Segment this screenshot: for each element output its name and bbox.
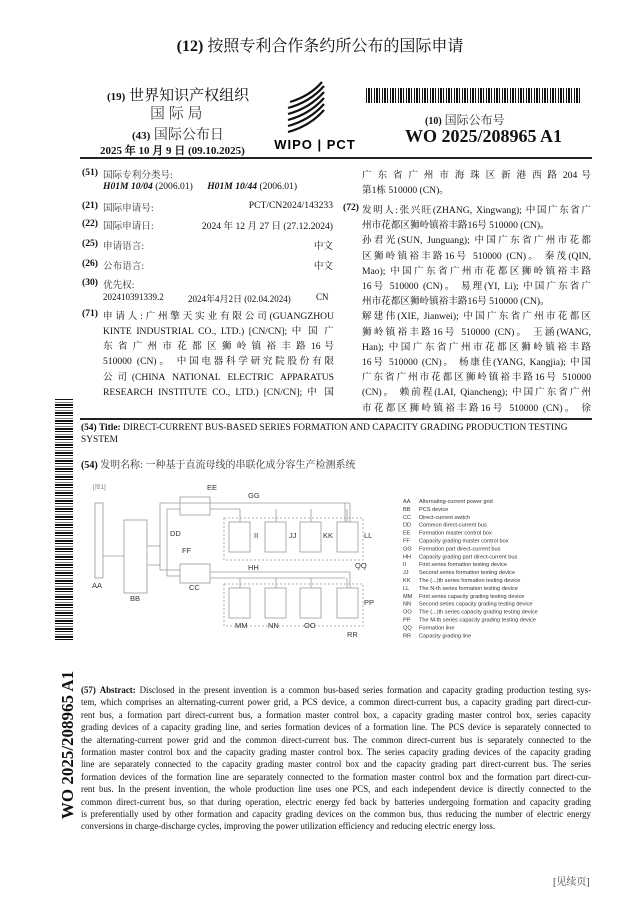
application-number: PCT/CN2024/143233 [248, 200, 333, 211]
abstract-line: tem, which comprises an alternating-current power grid, a PCS device, a common direct-current bus, a capacity grading part direct-cur- [81, 697, 591, 708]
inventor-line: 州市花都区狮岭镇裕丰路16号 510000 (CN)。 [362, 220, 550, 232]
legend-description: First series capacity grading testing device [419, 593, 525, 600]
legend-description: Direct-current switch [419, 514, 470, 521]
applicant-line: KINTE INDUSTRIAL CO., LTD.) [CN/CN]; 中 国 广 [103, 326, 334, 337]
label-pp: PP [364, 598, 375, 607]
label-qq: QQ [355, 561, 367, 570]
grading-line-box [224, 584, 363, 626]
label-ll: LL [364, 531, 373, 540]
publication-number: WO 2025/208965 A1 [405, 126, 563, 146]
ipc-version: (2006.01) [155, 181, 193, 192]
label-kk: KK [323, 531, 334, 540]
inventor-line: 解建伟(XIE, Jianwei); 中国广东省广州市花都区 [362, 311, 591, 323]
inventor-line: 发明人:张兴旺(ZHANG, Xingwang); 中国广东省广 [362, 205, 591, 216]
legend-description: The (...)th series capacity grading testing device [419, 609, 538, 616]
legend-key: OO [403, 609, 412, 616]
applicant-line: 东 省 广 州 市 花 都 区 狮 岭 镇 裕 丰 路 16 号 [103, 341, 334, 352]
legend-key: JJ [403, 570, 409, 577]
label: 国际公布号 [444, 113, 505, 127]
applicant-line: 申请人:广州擎天实业有限公司(GUANGZHOU [103, 311, 334, 322]
priority-label: 优先权: [103, 280, 135, 291]
legend-key: BB [403, 506, 411, 513]
legend-key: II [403, 562, 407, 569]
legend-description: Capacity grading part direct-current bus [419, 554, 518, 561]
applicant-continued-line: 广 东 省 广 州 市 海 珠 区 新 港 西 路 204 号 [362, 170, 591, 181]
code: (54) [81, 460, 98, 471]
legend-key: FF [403, 538, 410, 545]
label-ff: FF [182, 546, 192, 555]
label-hh: HH [248, 563, 259, 572]
label: 国际公布日 [153, 128, 224, 143]
legend-description: Formation master control box [419, 530, 492, 537]
pcs-box [124, 520, 147, 593]
inventor-line: 广东省广州市花都区狮岭镇裕丰路16号 510000 [362, 372, 591, 384]
inventors-code: (72) [343, 202, 359, 213]
priority-date: 2024年4月2日 (02.04.2024) [188, 294, 291, 304]
inventor-line: 区狮岭镇裕丰路16号 510000 (CN)。 秦茂(QIN, [362, 250, 591, 262]
ipc-label: 国际专利分类号: [103, 170, 173, 181]
label: 发明名称: [100, 460, 143, 471]
abstract-line: grading devices of a capacity grading line, and series formation devices of a formation line. The PCS device is separately connected to [81, 722, 591, 733]
abstract-line: rent bus, a formation part direct-current bus, a formation master control box, a capacity grading master control box, series capacity [81, 709, 591, 720]
legend-key: LL [403, 585, 410, 592]
ipc-class: H01M 10/44 [207, 181, 258, 192]
publication-language: 中文 [313, 261, 333, 272]
abstract-line: conversions in charge-discharge cycles, improving the power utilization efficiency and reducing electric energy loss. [81, 821, 496, 832]
figure-caption: [图1] [93, 485, 106, 491]
applicant-line: RESEARCH INSTITUTE CO., LTD.) [CN/CN]; 中 国 [103, 387, 334, 398]
abstract-line [81, 685, 591, 697]
priority-code: (30) [82, 277, 98, 288]
appno-code: (21) [82, 200, 98, 211]
label-bb: BB [130, 594, 141, 603]
pub-lang-label: 公布语言: [103, 261, 145, 272]
label-aa: AA [92, 581, 103, 590]
ipc-class: H01M 10/04 [103, 181, 153, 192]
legend-key: QQ [403, 625, 412, 632]
doc-type-text: 按照专利合作条约所公布的国际申请 [207, 38, 464, 55]
pub-lang-code: (26) [82, 258, 98, 269]
applicant-line: 510000 (CN)。 中国电器科学研究院股份有限 [103, 356, 334, 367]
org-sub: 国 际 局 [150, 106, 203, 122]
legend-key: EE [403, 530, 411, 537]
abstract-line: rent bus. In the present invention, the whole production line uses one PCS, and each independent device is directly connected to the [81, 784, 591, 795]
ac-grid-box [95, 503, 103, 578]
legend-description: Common direct-current bus [419, 522, 487, 529]
legend-key: CC [403, 514, 412, 521]
inventor-line: 16号 510000 (CN)。 易理(YI, Li); 中国广东省广 [362, 281, 591, 292]
code: (43) [132, 130, 151, 142]
legend-description: Capacity grading line [419, 633, 472, 640]
ipc-version: (2006.01) [259, 181, 298, 192]
appno-label: 国际申请号: [103, 203, 154, 214]
label-oo: OO [304, 621, 316, 630]
side-barcode [55, 398, 73, 640]
abstract-line: is preferentially used by other formation and capacity grading devices on the common bus, thus reducing the number of electric energy [81, 809, 591, 819]
legend-description: Formation part direct-current bus [419, 546, 501, 553]
legend-description: The M-th series capacity grading testing device [419, 617, 536, 624]
filing-language: 中文 [313, 241, 333, 252]
title-cn-text: 一种基于直流母线的串联化成分容生产检测系统 [145, 460, 356, 471]
legend-description: Alternating-current power grid [419, 499, 493, 505]
org-name: 世界知识产权组织 [129, 88, 250, 104]
formation-control-box [180, 497, 210, 515]
legend-key: AA [403, 499, 411, 505]
inventor-line: 市花都区狮岭镇裕丰路16号 510000 (CN)。 徐 [362, 402, 591, 414]
application-date: 2024 年 12 月 27 日 (27.12.2024) [201, 221, 333, 232]
legend-key: KK [403, 578, 411, 584]
legend-description: Capacity grading master control box [419, 538, 509, 545]
label-ii: II [254, 531, 259, 540]
legend-key: MM [403, 593, 413, 600]
legend-key: GG [403, 546, 412, 553]
legend-description: First series formation testing device [419, 562, 507, 569]
inventor-line: 16号 510000 (CN)。 杨康佳(YANG, Kangjia); 中国 [362, 357, 591, 368]
legend-description: Second series formation testing device [419, 570, 516, 577]
inventor-line: Mao); 中国广东省广州市花都区狮岭镇裕丰路 [362, 265, 591, 277]
label: Title: [98, 423, 121, 433]
legend-key: HH [403, 554, 412, 561]
abstract-line: formation master control box and the capacity grading master control box. The series capacity grading devices of the capacity grading [81, 747, 591, 757]
label-rr: RR [347, 630, 358, 639]
inventor-line: (CN)。 赖前程(LAI, Qiancheng); 中国广东省广州 [362, 387, 591, 399]
applicant-line: 公司(CHINA NATIONAL ELECTRIC APPARATUS [103, 372, 334, 383]
label-nn: NN [268, 621, 279, 630]
grading-control-box [180, 564, 210, 583]
appdate-label: 国际申请日: [103, 221, 154, 232]
label-mm: MM [235, 621, 248, 630]
code: (10) [425, 116, 442, 127]
appdate-code: (22) [82, 218, 98, 229]
code: (57) [81, 685, 96, 695]
abstract-line: formation devices of the formation line are separately connected to the formation master control box and the formation part direct-cur- [81, 771, 591, 782]
filing-lang-label: 申请语言: [103, 241, 145, 252]
abstract-line: line are separately connected to the capacity grading master control box and the capacity grading part direct-current bus. The series [81, 759, 591, 770]
legend-key: DD [403, 522, 412, 529]
code: (12) [176, 38, 204, 55]
inventor-line: 孙君光(SUN, Junguang); 中国广东省广州市花都 [362, 235, 591, 247]
title-line: SYSTEM [81, 435, 118, 445]
label-gg: GG [248, 491, 260, 500]
inventor-line: 州市花都区狮岭镇裕丰路16号 510000 (CN)。 [362, 296, 550, 308]
side-publication-number: WO 2025/208965 A1 [58, 670, 77, 820]
label-jj: JJ [289, 531, 297, 540]
legend-key: RR [403, 633, 412, 640]
abstract-line: the alternating-current power grid and the common direct-current bus. The common direct-current bus is separately connected to the [81, 734, 591, 745]
legend-key: PP [403, 617, 411, 624]
legend-description: Second series capacity grading testing device [419, 601, 533, 608]
legend-description: Formation line [419, 625, 455, 632]
inventor-line: Han); 中国广东省广州市花都区狮岭镇裕丰路 [362, 341, 591, 353]
priority-country: CN [316, 292, 329, 302]
abstract-line: common direct-current bus, so that during operation, electric energy fed back by batteries undergoing formation and capacity grading [81, 796, 591, 807]
logo-text: WIPO | PCT [274, 137, 356, 152]
legend-description: The (...)th series formation testing device [419, 578, 521, 584]
legend-description: PCS device [419, 506, 449, 513]
continued-note: [见续页] [553, 877, 590, 888]
abstract-text: Disclosed in the present invention is a common bus-based series formation and capacity grading production testing sys- [139, 685, 591, 695]
code: (54) [81, 423, 97, 433]
label-dd: DD [170, 529, 181, 538]
inventor-line: 狮岭镇裕丰路16号 510000 (CN)。 王涵(WANG, [362, 326, 591, 338]
ipc-code: (51) [82, 167, 98, 178]
legend-description: The N-th series formation testing device [419, 585, 518, 592]
code: (19) [107, 91, 126, 103]
label-ee: EE [207, 483, 218, 492]
priority-number: 202410391339.2 [103, 292, 164, 302]
legend-key: NN [403, 601, 412, 608]
figure-legend [403, 499, 538, 639]
label-cc: CC [189, 583, 200, 592]
filing-lang-code: (25) [82, 238, 98, 249]
label: Abstract: [99, 685, 136, 695]
title-line: DIRECT-CURRENT BUS-BASED SERIES FORMATION AND CAPACITY GRADING PRODUCTION TESTING [123, 423, 568, 433]
publication-date: 2025 年 10 月 9 日 (09.10.2025) [100, 145, 245, 157]
applicant-code: (71) [82, 308, 98, 319]
applicant-continued-line: 第1栋 510000 (CN)。 [362, 185, 449, 196]
